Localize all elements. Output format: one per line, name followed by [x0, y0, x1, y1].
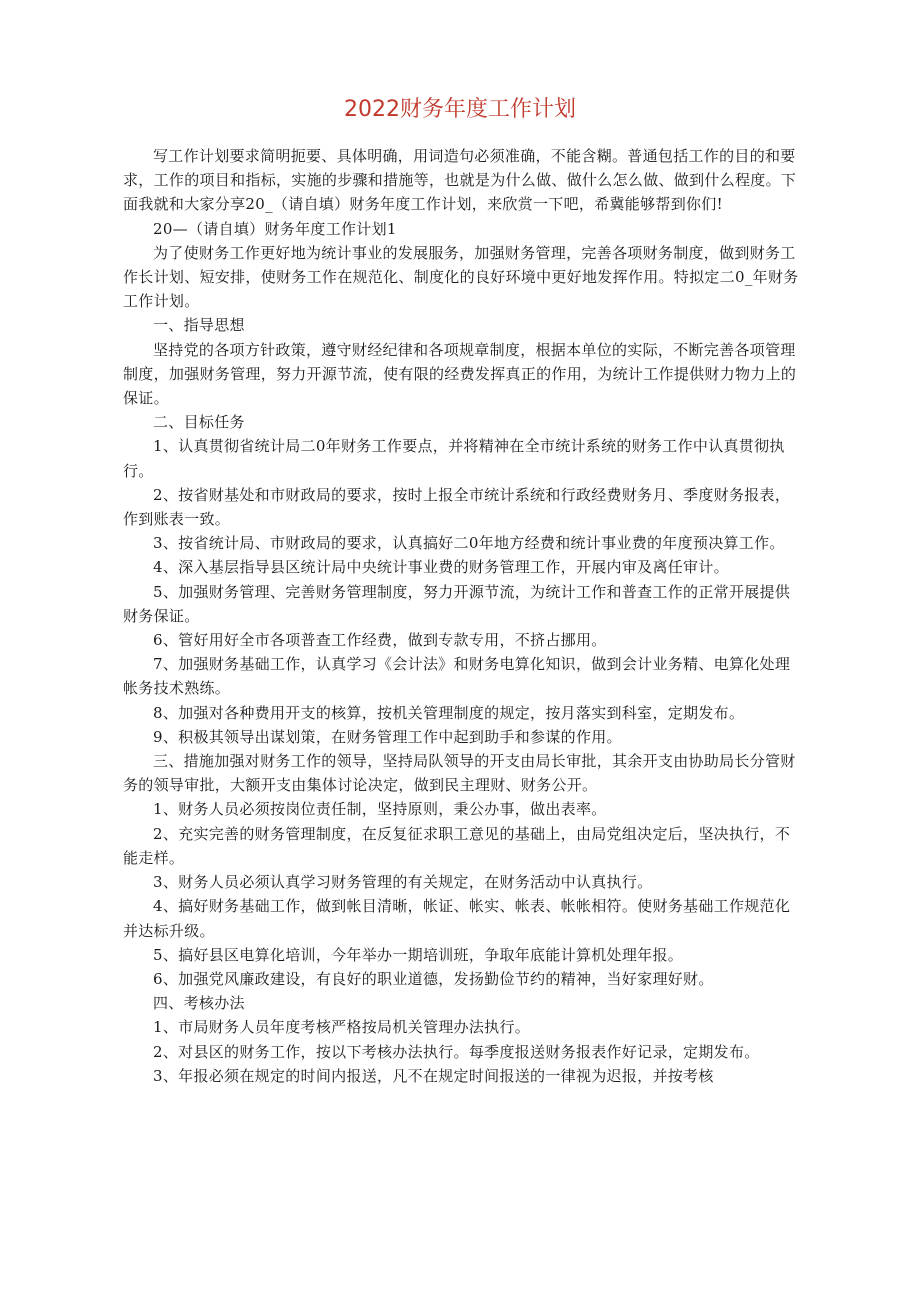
- paragraph-heading-plan: 20—（请自填）财务年度工作计划1: [153, 219, 397, 238]
- measure-item-4: 4、搞好财务基础工作，做到帐目清晰，帐证、帐实、帐表、帐帐相符。使财务基础工作规范化并达标升级。: [123, 897, 791, 940]
- goal-item-8: 8、加强对各种费用开支的核算，按机关管理制度的规定，按月落实到科室，定期发布。: [153, 703, 745, 722]
- goal-item-3: 3、按省统计局、市财政局的要求，认真搞好二0年地方经费和统计事业费的年度预决算工作。: [153, 534, 785, 553]
- goal-item-4: 4、深入基层指导县区统计局中央统计事业费的财务管理工作，开展内审及离任审计。: [153, 558, 729, 577]
- measure-item-3: 3、财务人员必须认真学习财务管理的有关规定，在财务活动中认真执行。: [153, 873, 653, 892]
- goal-item-6: 6、管好用好全市各项普查工作经费，做到专款专用，不挤占挪用。: [153, 631, 607, 650]
- section-measures: 三、措施加强对财务工作的领导，坚持局队领导的开支由局长审批，其余开支由协助局长分管财务的领导审批，大额开支由集体讨论决定，做到民主理财、财务公开。: [123, 752, 796, 795]
- paragraph-guiding: 坚持党的各项方针政策，遵守财经纪律和各项规章制度，根据本单位的实际，不断完善各项管理制度，加强财务管理，努力开源节流，使有限的经费发挥真正的作用，为统计工作提供财力物力上的保证。: [123, 340, 797, 408]
- measure-item-5: 5、搞好县区电算化培训，今年举办一期培训班，争取年底能计算机处理年报。: [153, 945, 684, 964]
- assessment-item-3: 3、年报必须在规定的时间内报送，凡不在规定时间报送的一律视为迟报，并按考核: [153, 1066, 714, 1085]
- measure-item-6: 6、加强党风廉政建设，有良好的职业道德，发扬勤俭节约的精神，当好家理好财。: [153, 969, 714, 988]
- goal-item-1: 1、认真贯彻省统计局二0年财务工作要点，并将精神在全市统计系统的财务工作中认真贯彻执行。: [123, 437, 785, 480]
- document-title: 2022财务年度工作计划: [344, 97, 576, 122]
- assessment-item-2: 2、对县区的财务工作，按以下考核办法执行。每季度报送财务报表作好记录，定期发布。: [153, 1042, 760, 1061]
- goal-item-2: 2、按省财基处和市财政局的要求，按时上报全市统计系统和行政经费财务月、季度财务报表，作到账表一致。: [123, 485, 791, 529]
- paragraph-purpose: 为了使财务工作更好地为统计事业的发展服务，加强财务管理，完善各项财务制度，做到财务工作长计划、短安排，使财务工作在规范化、制度化的良好环境中更好地发挥作用。特拟定二0_年财务工作计划。: [123, 243, 799, 311]
- goal-item-5: 5、加强财务管理、完善财务管理制度，努力开源节流，为统计工作和普查工作的正常开展提供财务保证。: [123, 582, 791, 625]
- goal-item-7: 7、加强财务基础工作，认真学习《会计法》和财务电算化知识，做到会计业务精、电算化处理帐务技术熟练。: [123, 655, 791, 698]
- document-body: [123, 144, 803, 1088]
- section-heading-assessment: 四、考核办法: [153, 994, 245, 1013]
- assessment-item-1: 1、市局财务人员年度考核严格按局机关管理办法执行。: [153, 1018, 531, 1037]
- section-heading-guiding: 一、指导思想: [153, 316, 245, 335]
- measure-item-2: 2、充实完善的财务管理制度，在反复征求职工意见的基础上，由局党组决定后，坚决执行，不能走样。: [123, 824, 791, 867]
- goal-item-9: 9、积极其领导出谋划策，在财务管理工作中起到助手和参谋的作用。: [153, 727, 622, 746]
- measure-item-1: 1、财务人员必须按岗位责任制，坚持原则，秉公办事，做出表率。: [153, 800, 607, 819]
- paragraph-intro: 写工作计划要求简明扼要、具体明确，用词造句必须准确，不能含糊。普通包括工作的目的和要求，工作的项目和指标，实施的步骤和措施等，也就是为什么做、做什么怎么做、做到什么程度。下面我就和大家分享20_（请自填）财务年度工作计划，来欣赏一下吧，希冀能够帮到你们!: [123, 147, 797, 214]
- section-heading-goals: 二、目标任务: [153, 413, 245, 432]
